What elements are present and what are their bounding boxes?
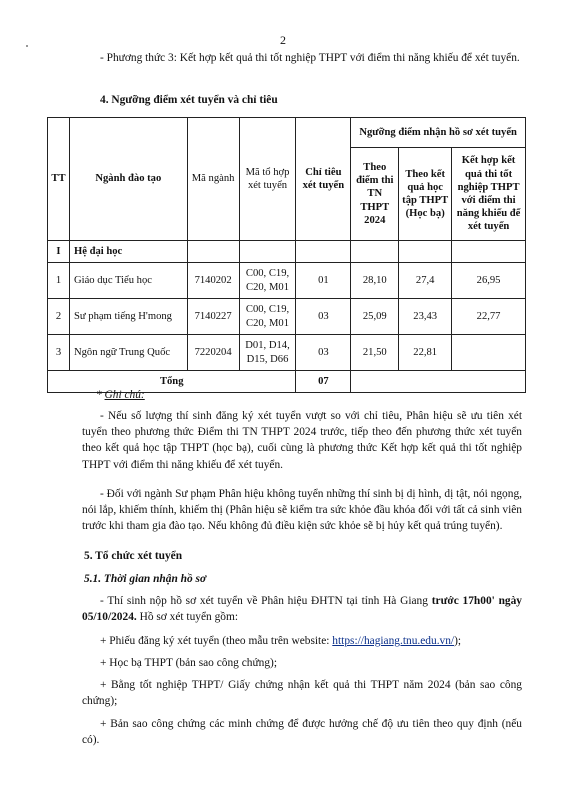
table-row (48, 299, 526, 335)
row-transcript: 22,81 (399, 335, 452, 371)
note-1: - Nếu số lượng thí sinh đăng ký xét tuyển vượt so với chỉ tiêu, Phân hiệu sẽ ưu tiên xét tuyển theo phương thức Điểm thi TN THPT 2024 trước, tiếp theo đến phương thức xét tuyển theo kết quả học tập THPT (học bạ), cuối cùng là phương thức Kết hợp kết quả thi tốt nghiệp THPT với điểm thi năng khiếu để xét tuyển. (82, 410, 522, 471)
row-combined: 26,95 (452, 263, 526, 299)
section-4-heading: 4. Ngưỡng điểm xét tuyển và chỉ tiêu (100, 94, 278, 106)
section-row-empty (187, 241, 239, 263)
section-row-empty (239, 241, 296, 263)
page-number: 2 (280, 33, 286, 47)
row-major: Giáo dục Tiểu học (69, 263, 187, 299)
row-quota: 03 (296, 335, 351, 371)
header-combo: Mã tổ hợp xét tuyển (239, 118, 296, 241)
row-tt: 1 (48, 263, 70, 299)
row-code: 7140227 (187, 299, 239, 335)
row-major: Ngôn ngữ Trung Quốc (69, 335, 187, 371)
submission-tail: Hồ sơ xét tuyển gồm: (136, 611, 239, 624)
section-row-empty (399, 241, 452, 263)
table-row (48, 263, 526, 299)
website-link[interactable]: https://hagiang.tnu.edu.vn/ (332, 635, 455, 647)
row-exam: 25,09 (351, 299, 399, 335)
row-code: 7140202 (187, 263, 239, 299)
row-combo: C00, C19, C20, M01 (239, 299, 296, 335)
header-quota: Chỉ tiêu xét tuyển (296, 118, 351, 241)
row-quota: 03 (296, 299, 351, 335)
row-transcript: 23,43 (399, 299, 452, 335)
section-row-label: Hệ đại học (69, 241, 187, 263)
submission-deadline: trước 17h00' ngày 05/10/2024. (82, 595, 522, 624)
row-tt: 3 (48, 335, 70, 371)
row-combo: D01, D14, D15, D66 (239, 335, 296, 371)
row-major: Sư phạm tiếng H'mong (69, 299, 187, 335)
section-5-heading: 5. Tổ chức xét tuyển (84, 550, 183, 562)
row-tt: 2 (48, 299, 70, 335)
submission-lead: - Thí sinh nộp hồ sơ xét tuyển về Phân hiệu ĐHTN tại tỉnh Hà Giang (100, 595, 432, 607)
row-code: 7220204 (187, 335, 239, 371)
header-code: Mã ngành (187, 118, 239, 241)
section-5-1-heading: 5.1. Thời gian nhận hồ sơ (84, 573, 207, 585)
admission-threshold-table (47, 117, 526, 393)
row-combined: 22,77 (452, 299, 526, 335)
notes-heading: * Ghi chú: (96, 389, 145, 401)
header-major: Ngành đào tạo (69, 118, 187, 241)
total-label: Tổng (48, 371, 296, 393)
row-transcript: 27,4 (399, 263, 452, 299)
header-threshold-group: Ngưỡng điểm nhận hồ sơ xét tuyển (351, 118, 526, 148)
document-item-3: + Bằng tốt nghiệp THPT/ Giấy chứng nhận kết quả thi THPT năm 2024 (bản sao công chứng); (82, 679, 522, 708)
section-row-empty (351, 241, 399, 263)
item-1-suffix: ); (454, 635, 462, 647)
submission-paragraph (82, 593, 522, 625)
item-1-prefix: + Phiếu đăng ký xét tuyển (theo mẫu trên website: (100, 635, 333, 647)
header-by-exam: Theo điểm thi TN THPT 2024 (351, 148, 399, 241)
table-row (48, 335, 526, 371)
row-combined (452, 335, 526, 371)
row-exam: 21,50 (351, 335, 399, 371)
total-value: 07 (296, 371, 351, 393)
document-item-1 (82, 633, 522, 649)
header-by-combined: Kết hợp kết quả thi tốt nghiệp THPT với điểm thi năng khiếu để xét tuyển (452, 148, 526, 241)
section-row-empty (452, 241, 526, 263)
header-by-transcript: Theo kết quả học tập THPT (Học bạ) (399, 148, 452, 241)
row-exam: 28,10 (351, 263, 399, 299)
note-2: - Đối với ngành Sư phạm Phân hiệu không tuyển những thí sinh bị dị hình, dị tật, nói ngọng, nói lắp, khiếm thính, khiếm thị (Phân hiệu sẽ kiểm tra sức khỏe đầu khóa đối với tất cả sinh viên trước khi tham gia đào tạo. Nếu không đủ điều kiện sức khỏe sẽ bị hủy kết quả trúng tuyển). (82, 488, 522, 533)
row-quota: 01 (296, 263, 351, 299)
method-3-paragraph: - Phương thức 3: Kết hợp kết quả thi tốt nghiệp THPT với điểm thi năng khiếu để xét tuyển. (100, 52, 520, 64)
header-tt: TT (48, 118, 70, 241)
document-item-2: + Học bạ THPT (bản sao công chứng); (100, 657, 277, 669)
section-row-empty (296, 241, 351, 263)
document-item-4: + Bản sao công chứng các minh chứng để được hưởng chế độ ưu tiên theo quy định (nếu có). (82, 718, 522, 747)
notes-title: Ghi chú: (104, 389, 145, 401)
row-combo: C00, C19, C20, M01 (239, 263, 296, 299)
section-row-tt: I (48, 241, 70, 263)
